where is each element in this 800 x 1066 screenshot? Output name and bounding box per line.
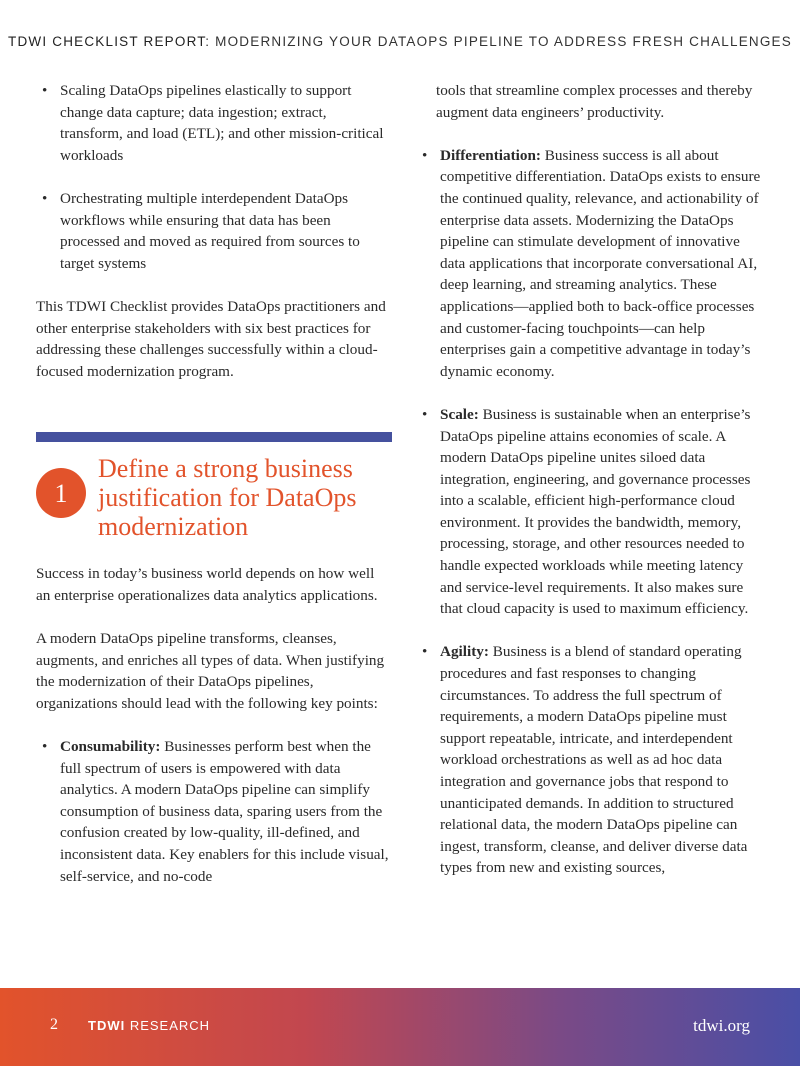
- term-label: Differentiation:: [440, 146, 541, 164]
- key-points-list: [36, 736, 392, 887]
- term-label: Consumability:: [60, 738, 161, 756]
- footer-brand: TDWI RESEARCH: [88, 1018, 211, 1033]
- bullet-icon: •: [422, 643, 428, 661]
- page-footer: [0, 988, 800, 1066]
- list-item: • Agility: Business is a blend of standard operating procedures and fast responses to changing circumstances. To address the full spectrum of requirements, a modern DataOps pipeline must support repeatable, intricate, and interdependent workload orchestrations as well as ad hoc data integration and governance jobs that respond to unanticipated demands. In addition to structured relational data, the modern DataOps pipeline can ingest, transform, cleanse, and deliver diverse data types from new and existing sources,: [422, 643, 748, 877]
- key-points-list-continued: [416, 145, 766, 879]
- footer-website-link[interactable]: tdwi.org: [693, 1016, 750, 1035]
- list-item: • Consumability: Businesses perform best when the full spectrum of users is empowered with data analytics. A modern DataOps pipeline can simplify consumption of business data, sparing users from the confusion created by low-quality, ill-defined, and inconsistent data. Key enablers for this include visual, self-service, and no-code: [42, 738, 389, 885]
- list-item: • Differentiation: Business success is all about competitive differentiation. DataOps exists to ensure the continued quality, relevance, and actionability of enterprise data assets. Modernizing the DataOps pipeline can stimulate development of innovative data applications that incorporate conversational AI, deep learning, and streaming analytics. These applications—applied both to back-office processes and customer-facing touchpoints—can help enterprises gain a competitive advantage in today’s dynamic economy.: [422, 146, 761, 380]
- running-header: [0, 34, 800, 49]
- list-item: • Scaling DataOps pipelines elastically to support change data capture; data ingestion; extract, transform, and load (ETL); and other mission-critical workloads: [42, 82, 384, 164]
- continued-text: tools that streamline complex processes and thereby augment data engineers’ productivity.: [436, 82, 753, 121]
- bullet-icon: •: [42, 738, 48, 756]
- right-column: [416, 80, 766, 901]
- page-number: 2: [50, 1016, 58, 1033]
- section-title: Define a strong business justification for DataOps modernization: [98, 454, 357, 542]
- intro-paragraph: This TDWI Checklist provides DataOps practitioners and other enterprise stakeholders with six best practices for addressing these challenges successfully within a cloud-focused modernization program.: [36, 297, 386, 380]
- challenge-list: [36, 80, 392, 274]
- section-number-badge: 1: [36, 468, 86, 518]
- bullet-icon: •: [422, 146, 428, 164]
- report-title: : MODERNIZING YOUR DATAOPS PIPELINE TO ADDRESS FRESH CHALLENGES: [205, 34, 792, 49]
- report-label: TDWI CHECKLIST REPORT: [8, 34, 206, 49]
- term-label: Scale:: [440, 405, 479, 423]
- section-heading: [36, 454, 392, 541]
- bullet-icon: •: [422, 405, 428, 423]
- body-paragraph: Success in today’s business world depends on how well an enterprise operationalizes data analytics applications.: [36, 565, 378, 604]
- list-item: • Scale: Business is sustainable when an enterprise’s DataOps pipeline attains economies of scale. A modern DataOps pipeline unites siloed data integration, engineering, and governance processes into a scalable, efficient high-performance cloud environment. It provides the bandwidth, memory, processing, storage, and other resources needed to handle expected workloads while meeting latency and service-level requirements. It also makes sure that cloud capacity is used to maximum efficiency.: [422, 405, 751, 618]
- term-label: Agility:: [440, 643, 489, 661]
- section-divider: [36, 432, 392, 442]
- bullet-icon: •: [42, 189, 48, 207]
- body-paragraph: A modern DataOps pipeline transforms, cleanses, augments, and enriches all types of data. When justifying the modernization of their DataOps pipelines, organizations should lead with the following key points:: [36, 630, 385, 712]
- left-column: [36, 80, 392, 909]
- list-item: • Orchestrating multiple interdependent DataOps workflows while ensuring that data has been processed and moved as required from sources to target systems: [42, 189, 360, 272]
- bullet-icon: •: [42, 82, 48, 99]
